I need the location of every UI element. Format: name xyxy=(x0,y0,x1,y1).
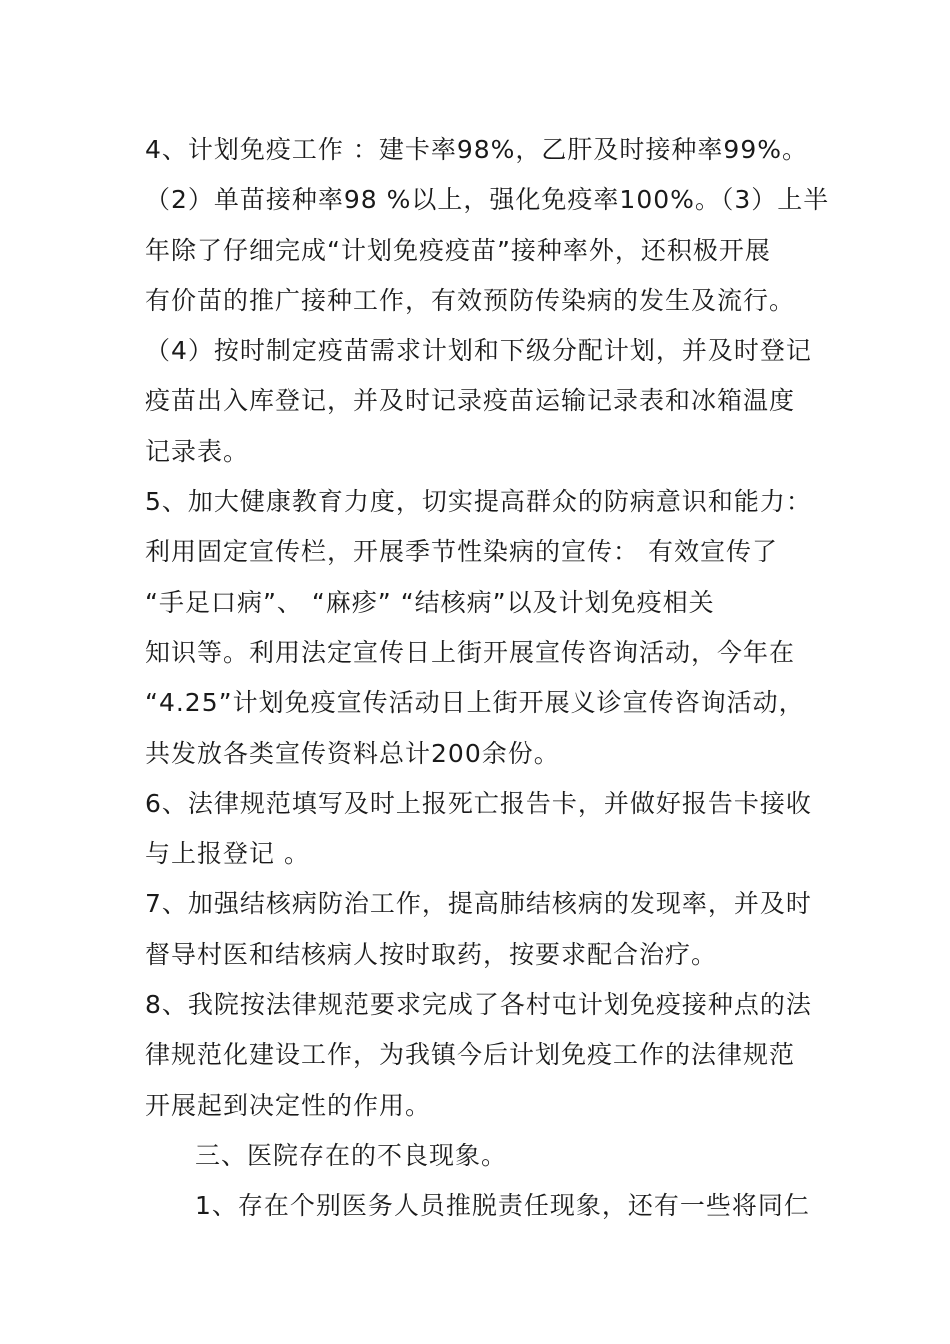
text-line: 督导村医和结核病人按时取药，按要求配合治疗。 xyxy=(145,939,718,969)
text-line: “4.25”计划免疫宣传活动日上街开展义诊宣传咨询活动， xyxy=(145,688,805,718)
text-line: 有价苗的推广接种工作，有效预防传染病的发生及流行。 xyxy=(145,285,796,315)
text-line: 利用固定宣传栏，开展季节性染病的宣传： 有效宣传了 xyxy=(145,537,778,567)
text-line: 与上报登记 。 xyxy=(145,839,310,869)
text-line: 1、存在个别医务人员推脱责任现象，还有一些将同仁 xyxy=(195,1191,810,1221)
text-line: （4）按时制定疫苗需求计划和下级分配计划，并及时登记 xyxy=(145,336,812,366)
text-line: 共发放各类宣传资料总计200余份。 xyxy=(145,738,560,768)
text-line: 开展起到决定性的作用。 xyxy=(145,1090,432,1120)
text-line: 5、加大健康教育力度，切实提高群众的防病意识和能力： xyxy=(145,487,812,517)
text-line: 6、法律规范填写及时上报死亡报告卡，并做好报告卡接收 xyxy=(145,788,812,818)
text-line: 记录表。 xyxy=(145,436,250,466)
text-line: “手足口病”、 “麻疹” “结核病”以及计划免疫相关 xyxy=(145,587,715,617)
document-body xyxy=(145,128,830,1235)
text-line: 年除了仔细完成“计划免疫疫苗”接种率外，还积极开展 xyxy=(145,235,771,265)
text-line: 7、加强结核病防治工作，提高肺结核病的发现率，并及时 xyxy=(145,889,812,919)
text-line: （2）单苗接种率98 %以上，强化免疫率100%。（3）上半 xyxy=(145,185,830,215)
section-heading: 三、医院存在的不良现象。 xyxy=(195,1140,508,1170)
text-line: 疫苗出入库登记，并及时记录疫苗运输记录表和冰箱温度 xyxy=(145,386,796,416)
text-line: 8、我院按法律规范要求完成了各村屯计划免疫接种点的法 xyxy=(145,990,812,1020)
text-line: 4、计划免疫工作 ：建卡率98%，乙肝及时接种率99%。 xyxy=(145,135,808,164)
text-line: 知识等。利用法定宣传日上街开展宣传咨询活动，今年在 xyxy=(145,637,796,667)
text-line: 律规范化建设工作，为我镇今后计划免疫工作的法律规范 xyxy=(145,1040,796,1070)
